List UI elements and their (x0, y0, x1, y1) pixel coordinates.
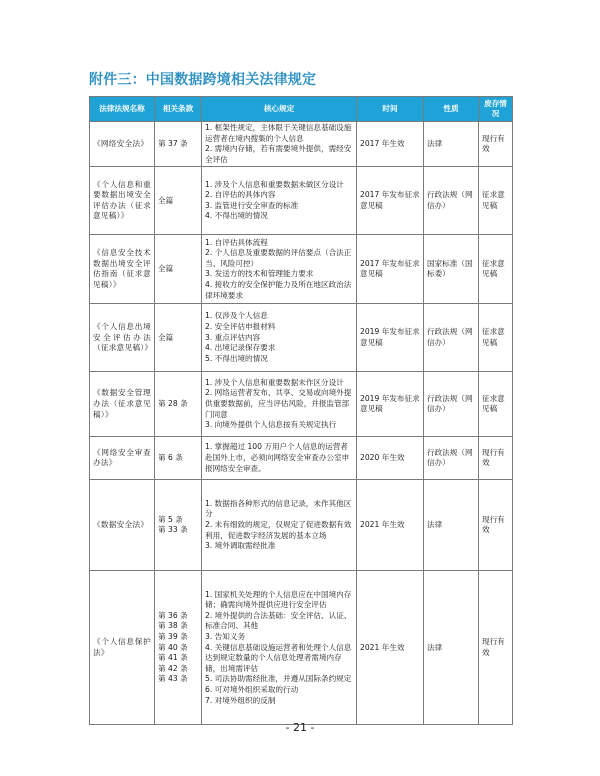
articles-cell (155, 571, 202, 725)
article-item: 第 42 条 (158, 663, 188, 673)
article-item: 第 40 条 (158, 642, 188, 652)
header-articles: 相关条款 (155, 97, 202, 122)
status-cell: 现行有效 (479, 571, 513, 725)
article-item: 第 38 条 (158, 621, 188, 631)
provision-item: 2. 安全评估申报材料 (205, 321, 276, 331)
article-item: 第 5 条 (158, 514, 183, 524)
header-name: 法律法规名称 (90, 97, 155, 122)
table-row (90, 122, 513, 167)
status-cell: 征求意见稿 (479, 167, 513, 235)
provision-item: 1. 自评估具体流程 (205, 237, 268, 247)
article-item: 第 37 条 (158, 138, 188, 148)
provision-item: 3. 重点评估内容 (205, 332, 261, 342)
article-item: 第 6 条 (158, 453, 183, 463)
provision-item: 4. 关键信息基础设施运营者和处理个人信息达到规定数量的个人信息处理者需境内存储，出境需评估 (205, 642, 352, 673)
law-name-cell: 《个人信息出境安全评估办法（征求意见稿）》 (90, 304, 155, 372)
table-row (90, 372, 513, 437)
law-name-cell: 《网络安全审查办法》 (90, 437, 155, 480)
core-provisions-cell (202, 167, 357, 235)
articles-cell (155, 235, 202, 304)
provision-item: 4. 不得出境的情况 (205, 211, 268, 221)
provision-item: 2. 需境内存储，若有需要境外提供，需经安全评估 (205, 144, 352, 164)
provision-item: 3. 监管进行安全审查的标准 (205, 200, 299, 210)
header-core: 核心规定 (202, 97, 357, 122)
table-row (90, 167, 513, 235)
time-cell: 2021 年生效 (357, 480, 424, 571)
page-title: 附件三：中国数据跨境相关法律规定 (89, 72, 317, 88)
table-row (90, 480, 513, 571)
article-item: 第 28 条 (158, 399, 188, 409)
nature-cell: 行政法规（网信办） (424, 304, 479, 372)
provision-item: 5. 不得出境的情况 (205, 353, 268, 363)
provision-item: 1. 国家机关处理的个人信息应在中国境内存储；确需向境外提供应进行安全评估 (205, 589, 352, 610)
nature-cell: 行政法规（网信办） (424, 167, 479, 235)
nature-cell: 法律 (424, 571, 479, 725)
nature-cell: 行政法规（网信办） (424, 372, 479, 437)
table-header-row (90, 97, 513, 122)
articles-cell (155, 304, 202, 372)
page-number: - 21 - (285, 721, 315, 734)
provision-item: 1. 框架性规定，主体限于关键信息基础设施运营者在境内搜集的个人信息 (205, 123, 352, 143)
provision-item: 5. 司法协助需经批准，并遵从国际条约规定 (205, 674, 352, 684)
status-cell: 征求意见稿 (479, 304, 513, 372)
core-provisions-cell (202, 480, 357, 571)
nature-cell: 行政法规（网信办） (424, 437, 479, 480)
provision-item: 2. 网络运营者发布、共享、交易或向境外提供重要数据前，应当评估风险，并报监管部门同意 (205, 388, 352, 419)
table-row (90, 571, 513, 725)
time-cell: 2019 年发布征求意见稿 (357, 372, 424, 437)
provision-item: 2. 境外提供的合法基础：安全评估、认证、标准合同、其他 (205, 610, 352, 631)
time-cell: 2019 年发布征求意见稿 (357, 304, 424, 372)
status-cell: 征求意见稿 (479, 372, 513, 437)
header-status: 废存情况 (479, 97, 513, 122)
status-cell: 现行有效 (479, 480, 513, 571)
provision-item: 3. 向境外提供个人信息按有关规定执行 (205, 420, 337, 430)
provision-item: 1. 涉及个人信息和重要数据未作区分设计 (205, 377, 344, 387)
time-cell: 2017 年生效 (357, 122, 424, 167)
provision-item: 3. 告知义务 (205, 631, 246, 641)
core-provisions-cell (202, 372, 357, 437)
provision-item: 2. 自评估的具体内容 (205, 190, 276, 200)
article-item: 第 36 条 (158, 610, 188, 620)
nature-cell: 法律 (424, 122, 479, 167)
articles-cell (155, 167, 202, 235)
provision-item: 6. 可对境外组织采取的行动 (205, 684, 299, 694)
law-name-cell: 《数据安全管理办法（征求意见稿）》 (90, 372, 155, 437)
articles-cell (155, 122, 202, 167)
time-cell: 2021 年生效 (357, 571, 424, 725)
provision-item: 1. 涉及个人信息和重要数据未做区分设计 (205, 179, 344, 189)
core-provisions-cell (202, 571, 357, 725)
provision-item: 1. 数据指各种形式的信息记录，未作其他区分 (205, 498, 352, 519)
nature-cell: 国家标准（国标委） (424, 235, 479, 304)
core-provisions-cell (202, 437, 357, 480)
header-nature: 性质 (424, 97, 479, 122)
provision-item: 4. 出境记录保存要求 (205, 343, 276, 353)
law-name-cell: 《网络安全法》 (90, 122, 155, 167)
time-cell: 2020 年生效 (357, 437, 424, 480)
law-table (89, 96, 513, 725)
table-row (90, 235, 513, 304)
table-row (90, 304, 513, 372)
law-name-cell: 《信息安全技术 数据出境安全评估指南（征求意见稿）》 (90, 235, 155, 304)
time-cell: 2017 年发布征求意见稿 (357, 167, 424, 235)
status-cell: 现行有效 (479, 437, 513, 480)
time-cell: 2017 年发布征求意见稿 (357, 235, 424, 304)
provision-item: 2. 个人信息及重要数据的评估要点（合法正当、风险可控） (205, 248, 352, 268)
provision-item: 1. 仅涉及个人信息 (205, 311, 268, 321)
article-item: 全篇 (158, 195, 174, 205)
core-provisions-cell (202, 235, 357, 304)
provision-item: 3. 发送方的技术和管理能力要求 (205, 269, 314, 279)
nature-cell: 法律 (424, 480, 479, 571)
article-item: 第 43 条 (158, 674, 188, 684)
provision-item: 1. 掌握超过 100 万用户个人信息的运营者赴国外上市，必须向网络安全审查办公室申报网络安全审查。 (205, 442, 350, 473)
provision-item: 2. 未有细致的规定，仅规定了促进数据有效利用，促进数字经济发展的基本立场 (205, 520, 352, 540)
table-row (90, 437, 513, 480)
articles-cell (155, 372, 202, 437)
provision-item: 4. 接收方的安全保护能力及所在地区政治法律环境要求 (205, 279, 352, 300)
table-body (90, 122, 513, 725)
core-provisions-cell (202, 122, 357, 167)
article-item: 第 41 条 (158, 653, 188, 663)
law-name-cell: 《数据安全法》 (90, 480, 155, 571)
header-time: 时间 (357, 97, 424, 122)
law-name-cell: 《个人信息和重要数据出境安全评估办法（征求意见稿）》 (90, 167, 155, 235)
provision-item: 7. 对境外组织的反制 (205, 695, 276, 705)
article-item: 第 39 条 (158, 631, 188, 641)
provision-item: 3. 境外调取需经批准 (205, 541, 276, 551)
article-item: 全篇 (158, 264, 174, 274)
status-cell: 现行有效 (479, 122, 513, 167)
core-provisions-cell (202, 304, 357, 372)
law-name-cell: 《个人信息保护法》 (90, 571, 155, 725)
article-item: 第 33 条 (158, 525, 188, 535)
article-item: 全篇 (158, 332, 174, 342)
articles-cell (155, 480, 202, 571)
status-cell: 征求意见稿 (479, 235, 513, 304)
articles-cell (155, 437, 202, 480)
